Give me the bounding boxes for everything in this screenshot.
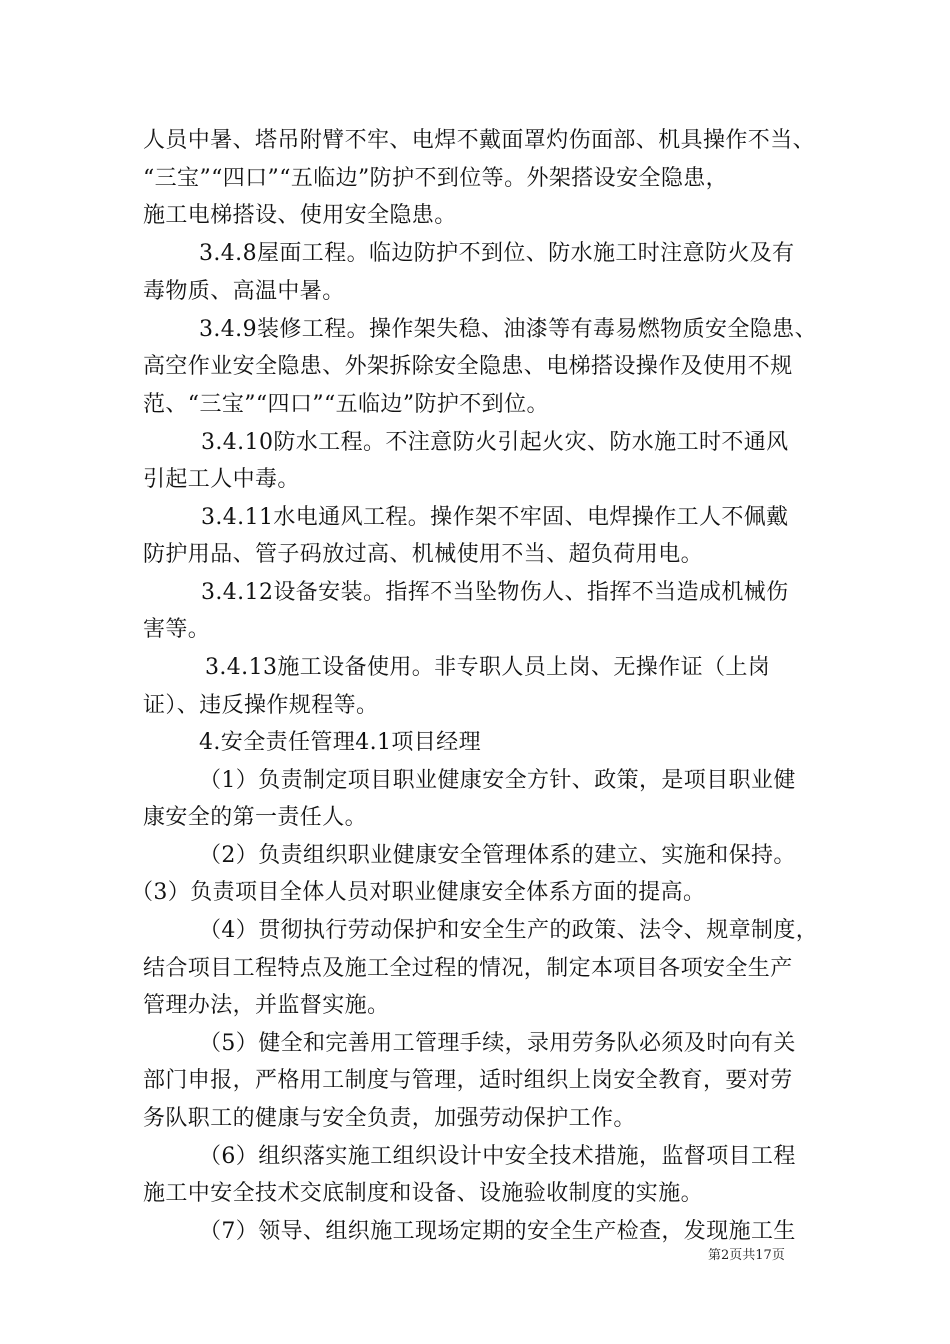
text-line: （1）负责制定项目职业健康安全方针、政策，是项目职业健 xyxy=(199,768,796,793)
page-number-footer: 第2页共17页 xyxy=(708,1248,785,1263)
text-line: 管理办法，并监督实施。 xyxy=(143,993,390,1018)
text-line: 康安全的第一责任人。 xyxy=(143,805,368,830)
text-line: “三宝”“四口”“五临边”防护不到位等。外架搭设安全隐患， xyxy=(143,166,729,191)
text-line: （7）领导、组织施工现场定期的安全生产检查，发现施工生 xyxy=(199,1219,796,1244)
text-line: （6）组织落实施工组织设计中安全技术措施，监督项目工程 xyxy=(199,1144,796,1169)
text-line: 人员中暑、塔吊附臂不牢、电焊不戴面罩灼伤面部、机具操作不当、 xyxy=(143,128,816,153)
text-line: 引起工人中毒。 xyxy=(143,467,300,492)
text-line: 毒物质、高温中暑。 xyxy=(143,279,345,304)
text-line: 部门申报，严格用工制度与管理，适时组织上岗安全教育，要对劳 xyxy=(143,1068,793,1093)
text-line: 3.4.12设备安装。指挥不当坠物伤人、指挥不当造成机械伤 xyxy=(201,580,789,605)
text-line: 结合项目工程特点及施工全过程的情况，制定本项目各项安全生产 xyxy=(143,956,793,981)
text-line: 务队职工的健康与安全负责，加强劳动保护工作。 xyxy=(143,1106,636,1131)
text-line: （5）健全和完善用工管理手续，录用劳务队必须及时向有关 xyxy=(199,1031,796,1056)
text-line: （4）贯彻执行劳动保护和安全生产的政策、法令、规章制度， xyxy=(199,918,819,943)
text-line: 证）、违反操作规程等。 xyxy=(143,693,379,718)
text-line: 施工中安全技术交底制度和设备、设施验收制度的实施。 xyxy=(143,1181,704,1206)
text-line: 3.4.8屋面工程。临边防护不到位、防水施工时注意防火及有 xyxy=(199,241,795,266)
text-line: 3.4.13施工设备使用。非专职人员上岗、无操作证（上岗 xyxy=(205,655,771,680)
text-line: 4.安全责任管理4.1项目经理 xyxy=(199,730,481,755)
text-line: （2）负责组织职业健康安全管理体系的建立、实施和保持。 xyxy=(199,843,796,868)
text-line: 害等。 xyxy=(143,617,211,642)
text-line: 3.4.9装修工程。操作架失稳、油漆等有毒易燃物质安全隐患、 xyxy=(199,317,817,342)
text-line: 高空作业安全隐患、外架拆除安全隐患、电梯搭设操作及使用不规 xyxy=(143,354,793,379)
text-line: 施工电梯搭设、使用安全隐患。 xyxy=(143,203,457,228)
text-line: 范、“三宝”“四口”“五临边”防护不到位。 xyxy=(143,392,549,417)
text-line: 3.4.10防水工程。不注意防火引起火灾、防水施工时不通风 xyxy=(201,430,789,455)
text-line: （3）负责项目全体人员对职业健康安全体系方面的提高。 xyxy=(131,880,706,905)
text-line: 3.4.11水电通风工程。操作架不牢固、电焊操作工人不佩戴 xyxy=(201,505,789,530)
text-line: 防护用品、管子码放过高、机械使用不当、超负荷用电。 xyxy=(143,542,704,567)
